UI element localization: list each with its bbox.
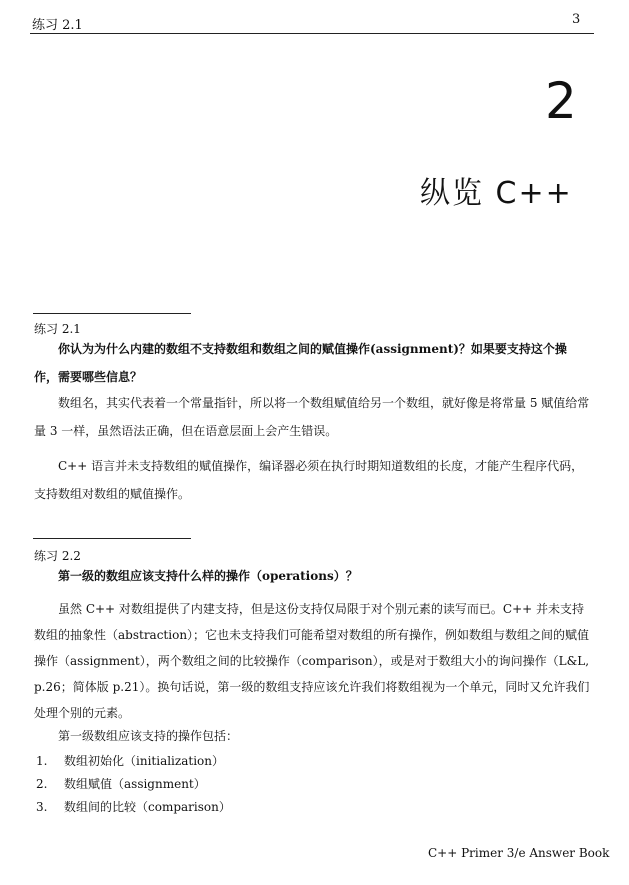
page-number: 3 [572, 12, 581, 27]
answer-paragraph: 第一级数组应该支持的操作包括： [58, 729, 239, 743]
section-rule [33, 313, 191, 314]
exercise-question: 你认为为什么内建的数组不支持数组和数组之间的赋值操作(assignment)？如果要支持这个操作，需要哪些信息？ [34, 342, 567, 384]
exercise-label: 练习 2.2 [34, 549, 81, 563]
chapter-number: 2 [545, 72, 577, 130]
header-rule [30, 33, 594, 34]
answer-paragraph: 虽然 C++ 对数组提供了内建支持，但是这份支持仅局限于对个别元素的读写而已。C++ 并未支持数组的抽象性（abstraction）；它也未支持我们可能希望对数组的所有操作，例如数组与数组之间的赋值操作（assignment），两个数组之间的比较操作（comparison），或是对于数组大小的询问操作（L&L, p.26；简体版 p.21）。换句话说，第一级的数组支持应该允许我们将数组视为一个单元，同时又允许我们处理个别的元素。 [34, 602, 590, 720]
answer-paragraph: 数组名，其实代表着一个常量指针，所以将一个数组赋值给另一个数组，就好像是将常量 5 赋值给常量 3 一样，虽然语法正确，但在语意层面上会产生错误。 [34, 396, 590, 438]
running-header: 练习 2.1 [32, 18, 83, 33]
chapter-title: 纵览 C++ [420, 176, 573, 211]
book-footer: C++ Primer 3/e Answer Book [428, 846, 610, 860]
exercise-question: 第一级的数组应该支持什么样的操作（operations）？ [58, 569, 358, 583]
operations-list [36, 752, 231, 821]
list-item: 3. 数组间的比较（comparison） [36, 800, 231, 814]
section-rule [33, 538, 191, 539]
list-item: 2. 数组赋值（assignment） [36, 777, 206, 791]
list-item: 1. 数组初始化（initialization） [36, 754, 224, 768]
exercise-label: 练习 2.1 [34, 322, 81, 336]
answer-paragraph: C++ 语言并未支持数组的赋值操作，编译器必须在执行时期知道数组的长度，才能产生程序代码，支持数组对数组的赋值操作。 [34, 459, 584, 501]
